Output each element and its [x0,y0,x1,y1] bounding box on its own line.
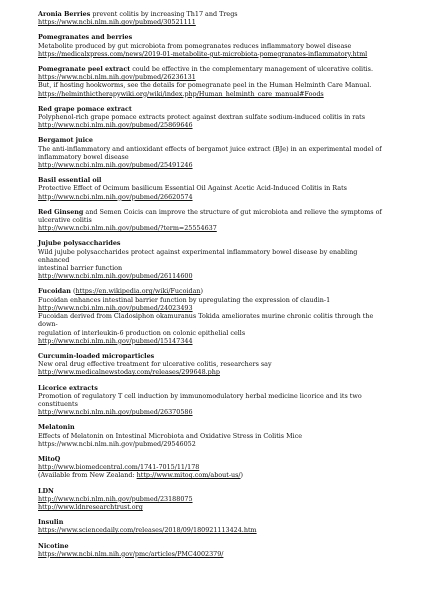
reference-link[interactable]: https://medicalxpress.com/news/2019-01-metabolite-gut-microbiota-pomegranates-inflammatory.html [38,49,368,58]
entry-title: Basil essential oil [38,176,102,185]
entry-text: (Available from New Zealand: [38,471,137,480]
entry-title: Jujube polysaccharides [38,239,121,248]
reference-link[interactable]: http://www.ncbi.nlm.nih.gov/pubmed/25869646 [38,121,193,130]
entry-mixed-line [38,471,386,479]
entry-description: Metabolite produced by gut microbiota from pomegranates reduces inflammatory bowel disease [38,41,352,50]
entry-description: Polyphenol-rich grape pomace extracts protect against dextran sulfate sodium-induced colitis in rats [38,113,365,122]
entry-heading-line [38,518,386,526]
entry-heading-line [38,487,386,495]
entry-link-line [38,121,386,129]
entry-heading-line [38,176,386,184]
entry-title: MitoQ [38,454,61,463]
entry-title-link[interactable]: https://en.wikipedia.org/wiki/Fucoidan [75,287,201,296]
entry-title-suffix: and Semen Coicis can improve the structure of gut microbiota and relieve the symptoms of [83,207,382,216]
entry-heading-line [38,542,386,550]
entry-link-line [38,304,386,312]
entry-title: Pomegranate peel extract [38,65,131,74]
entry-heading-line [38,136,386,144]
entry-link-line [38,90,386,98]
entry-fucoidan [38,287,386,344]
reference-link[interactable]: https://www.ncbi.nlm.nih.gov/pubmed/30521111 [38,18,196,27]
reference-link[interactable]: https://www.ncbi.nlm.nih.gov/pubmed/26236131 [38,73,196,82]
reference-link[interactable]: https://helminthictherapywiki.org/wiki/index.php/Human_helminth_care_manual#Foods [38,89,324,98]
entry-description: Protective Effect of Ocimum basilicum Essential Oil Against Acetic Acid-Induced Colitis in Rats [38,184,347,193]
entry-heading-line [38,33,386,41]
entry-red-ginseng [38,208,386,233]
entry-pomegranates-and-berries [38,33,386,58]
entry-link-line [38,503,386,511]
entry-description: intestinal barrier function [38,264,123,273]
reference-link[interactable]: http://www.ncbi.nlm.nih.gov/pubmed/26114600 [38,272,193,281]
entry-heading-line [38,239,386,247]
entry-link-line [38,495,386,503]
entry-heading-line [38,455,386,463]
entry-description: The anti-inflammatory and antioxidant effects of bergamot juice extract (BJe) in an experimental model of [38,144,382,153]
entry-link-line [38,18,386,26]
entry-red-grape-pomace-extract [38,105,386,130]
entry-description: ulcerative colitis [38,216,92,225]
entry-title: Red grape pomace extract [38,104,132,113]
entry-link-line [38,73,386,81]
entry-title: Pomegranates and berries [38,33,133,42]
entry-heading-line [38,208,386,216]
reference-link[interactable]: http://www.medicalnewstoday.com/releases/299648.php [38,368,220,377]
entry-jujube-polysaccharides [38,239,386,280]
entry-title: Red Ginseng [38,207,84,216]
entry-title-after: ) [200,287,204,296]
entry-description: constituents [38,399,78,408]
entry-curcumin-loaded-microparticles [38,352,386,377]
entry-description: regulation of interleukin-6 production on colonic epithelial cells [38,328,246,337]
reference-link[interactable]: http://www.ncbi.nlm.nih.gov/pubmed/15147344 [38,336,193,345]
reference-link[interactable]: http://www.ncbi.nlm.nih.gov/pubmed/25491246 [38,161,193,170]
entry-text: ) [240,471,244,480]
entry-bergamot-juice [38,136,386,169]
entry-link-line [38,408,386,416]
entry-description: Wild jujube polysaccharides protect against experimental inflammatory bowel disease by enabling enhanced [38,247,358,264]
entry-heading-line [38,105,386,113]
entry-link-line [38,526,386,534]
entry-title: Curcumin-loaded microparticles [38,351,155,360]
entry-title: Fucoidan [38,287,71,296]
entry-aronia-berries [38,10,386,26]
entry-title: Nicotine [38,541,69,550]
entry-description: Effects of Melatonin on Intestinal Microbiota and Oxidative Stress in Colitis Mice [38,431,303,440]
entry-link-line [38,50,386,58]
entry-link-line [38,337,386,345]
reference-link[interactable]: http://www.ncbi.nlm.nih.gov/pubmed/26370586 [38,408,193,417]
entry-basil-essential-oil [38,176,386,201]
entry-description: Promotion of regulatory T cell induction by immunomodulatory herbal medicine licorice and its two [38,391,362,400]
entry-ldn [38,487,386,512]
entry-title: Melatonin [38,423,75,432]
entry-heading-line [38,287,386,295]
entry-title-suffix: prevent colitis by increasing Th17 and Tregs [90,10,238,18]
entry-title: Licorice extracts [38,383,98,392]
entry-link-line [38,161,386,169]
entry-heading-line [38,384,386,392]
reference-link[interactable]: http://www.ncbi.nlm.nih.gov/pubmed/23188075 [38,494,193,503]
reference-link[interactable]: https://www.ncbi.nlm.nih.gov/pmc/articles/PMC4002379/ [38,549,224,558]
reference-link[interactable]: http://www.ncbi.nlm.nih.gov/pubmed/26620574 [38,192,193,201]
entry-insulin [38,518,386,534]
entry-link-line [38,463,386,471]
entry-heading-line [38,423,386,431]
entry-mitoq [38,455,386,480]
entry-link-line [38,193,386,201]
reference-link[interactable]: https://www.sciencedaily.com/releases/2018/09/180921113424.htm [38,526,257,535]
entry-title: Aronia Berries [38,10,91,18]
entry-title-suffix: could be effective in the complementary management of ulcerative colitis. [130,65,373,74]
entry-description: Fucoidan enhances intestinal barrier function by upregulating the expression of claudin-1 [38,295,331,304]
entry-description: https://www.ncbi.nlm.nih.gov/pubmed/29546052 [38,439,196,448]
entry-melatonin [38,423,386,448]
entry-link-line [38,272,386,280]
entry-link-line [38,368,386,376]
entry-link-line [38,224,386,232]
entry-heading-line [38,65,386,73]
entry-pomegranate-peel-extract [38,65,386,98]
entry-description: inflammatory bowel disease [38,152,129,161]
entry-title: LDN [38,486,54,495]
entry-title-suffix: ( [70,287,76,296]
reference-link[interactable]: http://www.biomedcentral.com/1741-7015/11/178 [38,463,200,472]
reference-link[interactable]: http://www.mitoq.com/about-us/ [136,471,241,480]
entry-title: Bergamot juice [38,136,93,145]
reference-link[interactable]: http://www.ncbi.nlm.nih.gov/pubmed/?term=25554637 [38,224,217,233]
entry-heading-line [38,352,386,360]
entry-title: Insulin [38,518,64,527]
entry-link-line [38,550,386,558]
entry-description: But, if hosting hookworms, see the details for pomegranate peel in the Human Helminth Care Manual. [38,81,372,90]
entry-heading-line [38,10,386,18]
entry-nicotine [38,542,386,558]
reference-link[interactable]: http://www.ldnresearchtrust.org [38,502,143,511]
entry-description: New oral drug effective treatment for ulcerative colitis, researchers say [38,360,272,369]
reference-link[interactable]: http://www.ncbi.nlm.nih.gov/pubmed/24023493 [38,303,193,312]
entry-description: Fucoidan derived from Cladosiphon okamuranus Tokida ameliorates murine chronic colitis through the down- [38,312,374,329]
entry-licorice-extracts [38,384,386,417]
